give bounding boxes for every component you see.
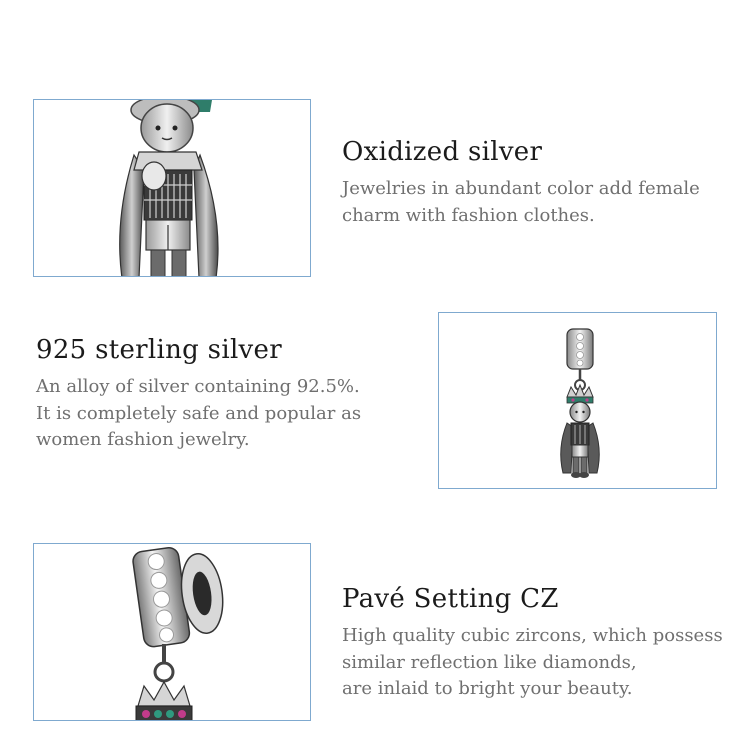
prince-charm-closeup-illustration xyxy=(34,100,311,277)
feature-description: An alloy of silver containing 92.5%. It is completely safe and popular as women fashion jewelry. xyxy=(36,376,362,450)
prince-charm-full-illustration xyxy=(439,313,717,489)
pave-spacer-illustration xyxy=(34,544,311,721)
feature-image-oxidized-silver xyxy=(33,99,311,277)
feature-title: Oxidized silver xyxy=(342,137,543,167)
feature-title: 925 sterling silver xyxy=(36,335,282,365)
feature-image-sterling-silver xyxy=(438,312,717,489)
figure-head xyxy=(141,104,193,152)
feature-oxidized-silver xyxy=(342,136,742,229)
feature-title: Pavé Setting CZ xyxy=(342,584,559,614)
feature-image-pave-setting xyxy=(33,543,311,721)
feature-description: Jewelries in abundant color add female charm with fashion clothes. xyxy=(342,178,700,226)
feature-description: High quality cubic zircons, which possess similar reflection like diamonds, are inlaid to bright your beauty. xyxy=(342,625,723,699)
feature-pave-setting xyxy=(342,583,742,703)
feature-sterling-silver xyxy=(36,334,431,454)
